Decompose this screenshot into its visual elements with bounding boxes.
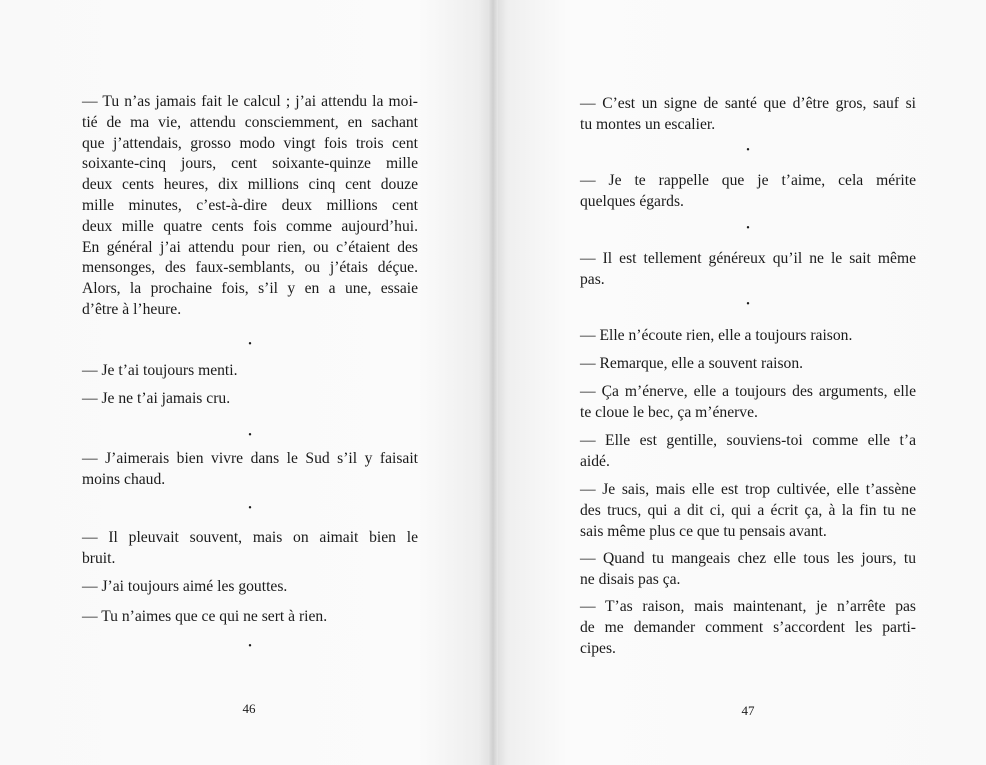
paragraph <box>82 607 418 628</box>
text-line: des trucs, qui a dit ci, qui a écrit ça, à la fin tu ne <box>580 501 916 519</box>
text-line: d’être à l’heure. <box>82 300 182 318</box>
text-line: tu montes un escalier. <box>580 115 716 133</box>
text-line: En général j’ai attendu pour rien, ou c’étaient des <box>82 238 418 256</box>
text-line: — J’ai toujours aimé les gouttes. <box>82 578 288 595</box>
text-line: te cloue le bec, ça m’énerve. <box>580 403 758 421</box>
text-line: moins chaud. <box>82 470 166 488</box>
paragraph <box>82 577 418 598</box>
text-line: Alors, la prochaine fois, s’il y en a une, essaie <box>82 280 418 298</box>
text-line: — Je sais, mais elle est trop cultivée, elle t’assène <box>580 481 916 498</box>
text-line: — Je ne t’ai jamais cru. <box>82 390 231 407</box>
paragraph <box>580 326 916 347</box>
text-line: — C’est un signe de santé que d’être gros, sauf si <box>580 95 916 112</box>
text-line: mensonges, des faux-semblants, ou j’étais déçue. <box>82 259 418 277</box>
paragraph <box>580 597 916 659</box>
text-line: que j’attendais, grosso modo vingt fois trois cent <box>82 134 418 152</box>
text-line: — Remarque, elle a souvent raison. <box>580 355 804 372</box>
paragraph <box>82 449 418 491</box>
text-line: — Tu n’aimes que ce qui ne sert à rien. <box>82 608 328 625</box>
text-line: bruit. <box>82 549 116 567</box>
section-separator: • <box>746 223 750 234</box>
text-line: — Je t’ai toujours menti. <box>82 362 238 379</box>
text-line: — Je te rappelle que je t’aime, cela mérite <box>580 172 916 189</box>
text-line: — Ça m’énerve, elle a toujours des arguments, elle <box>580 383 916 400</box>
text-line: soixante-cinq jours, cent soixante-quinze mille <box>82 155 418 173</box>
text-line: pas. <box>580 270 605 288</box>
text-line: — Il pleuvait souvent, mais on aimait bien le <box>82 529 418 546</box>
text-line: — Tu n’as jamais fait le calcul ; j’ai attendu la moi- <box>82 93 418 110</box>
section-separator: • <box>248 430 252 441</box>
book-gutter <box>488 0 498 765</box>
paragraph <box>82 361 418 382</box>
text-line: — J’aimerais bien vivre dans le Sud s’il y faisait <box>82 450 418 467</box>
text-line: mille minutes, c’est-à-dire deux millions cent <box>82 196 418 214</box>
text-line: tié de ma vie, attendu consciemment, en sachant <box>82 113 418 131</box>
paragraph <box>580 431 916 473</box>
text-line: sais même plus ce que tu pensais avant. <box>580 522 827 540</box>
paragraph <box>580 249 916 291</box>
text-line: de me demander comment s’accordent les parti- <box>580 618 916 636</box>
text-line: deux cents heures, dix millions cinq cent douze <box>82 176 418 194</box>
paragraph <box>580 382 916 424</box>
page-number: 46 <box>242 701 256 716</box>
paragraph <box>580 549 916 591</box>
paragraph <box>580 94 916 136</box>
text-line: quelques égards. <box>580 192 684 210</box>
text-line: — T’as raison, mais maintenant, je n’arrête pas <box>580 598 916 615</box>
page-number: 47 <box>741 703 755 718</box>
paragraph <box>580 480 916 542</box>
section-separator: • <box>746 299 750 310</box>
paragraph <box>82 528 418 570</box>
section-separator: • <box>746 145 750 156</box>
text-line: — Elle n’écoute rien, elle a toujours raison. <box>580 327 853 344</box>
paragraph <box>580 171 916 213</box>
text-line: cipes. <box>580 639 616 657</box>
text-line: — Quand tu mangeais chez elle tous les jours, tu <box>580 550 916 567</box>
text-line: — Elle est gentille, souviens-toi comme elle t’a <box>580 432 916 449</box>
section-separator: • <box>248 641 252 652</box>
paragraph <box>82 389 418 410</box>
text-line: aidé. <box>580 452 610 470</box>
text-line: ne disais pas ça. <box>580 570 681 588</box>
section-separator: • <box>248 339 252 350</box>
paragraph <box>580 354 916 375</box>
section-separator: • <box>248 503 252 514</box>
paragraph <box>82 92 418 321</box>
text-line: — Il est tellement généreux qu’il ne le sait même <box>580 250 916 267</box>
text-line: deux mille quatre cents fois comme aujourd’hui. <box>82 217 418 235</box>
